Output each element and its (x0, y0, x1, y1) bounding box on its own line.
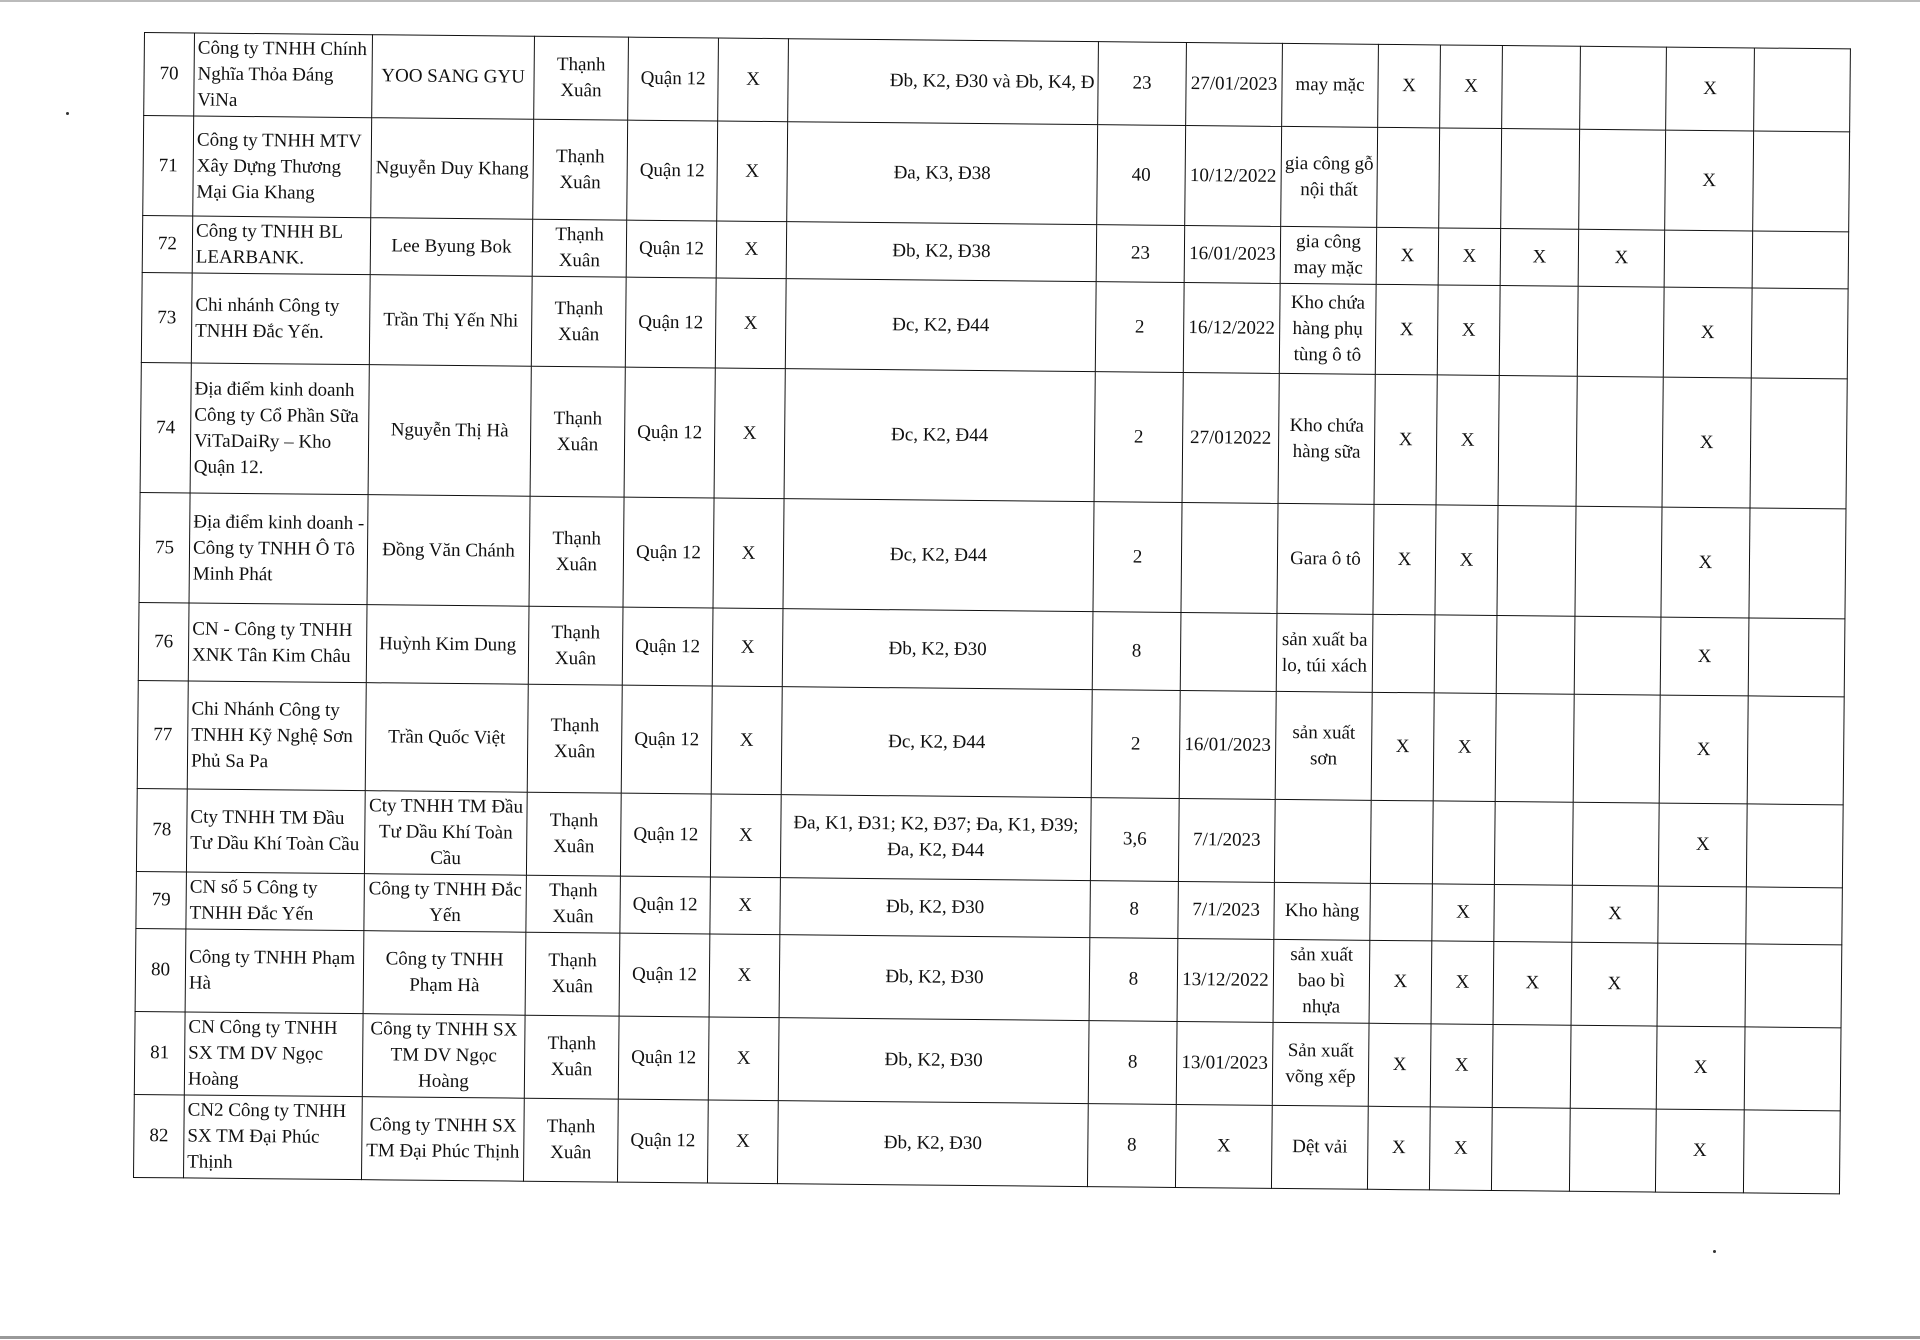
check-2 (1434, 615, 1497, 694)
blank-cell (1743, 1110, 1840, 1194)
representative: Công ty TNHH Đắc Yến (364, 874, 527, 933)
business-name: Chi nhánh Công ty TNHH Đắc Yến. (191, 273, 370, 365)
check-4 (1572, 802, 1659, 886)
check-2: X (1438, 228, 1501, 286)
ward: Thạnh Xuân (533, 119, 628, 220)
business-name: CN số 5 Công ty TNHH Đắc Yến (186, 872, 365, 931)
check-5: X (1663, 287, 1752, 378)
check-3 (1501, 129, 1580, 230)
mark-cell: X (718, 38, 789, 122)
scan-edge-top (0, 0, 1920, 2)
check-5: X (1661, 507, 1750, 618)
check-5 (1658, 886, 1747, 944)
ward: Thạnh Xuân (528, 606, 623, 685)
district: Quận 12 (627, 120, 718, 221)
location: Đc, K2, Đ44 (783, 499, 1094, 612)
row-number: 77 (137, 680, 188, 788)
count: 8 (1087, 1104, 1176, 1188)
business-type: sản xuất bao bì nhựa (1273, 939, 1370, 1023)
scan-speck (66, 112, 69, 115)
representative: Huỳnh Kim Dung (366, 605, 529, 685)
date: 7/1/2023 (1178, 798, 1275, 882)
business-type: Gara ô tô (1277, 503, 1374, 614)
date: 7/1/2023 (1178, 881, 1275, 939)
table-row (141, 272, 1848, 378)
district: Quận 12 (624, 367, 715, 498)
table-row (134, 1094, 1841, 1193)
representative: Trần Quốc Việt (365, 683, 528, 793)
date: 16/01/2023 (1179, 690, 1276, 799)
mark-cell: X (714, 368, 785, 499)
check-4 (1569, 1108, 1656, 1192)
district: Quận 12 (617, 1099, 708, 1183)
ward: Thạnh Xuân (532, 219, 627, 277)
check-3 (1502, 46, 1581, 130)
business-name: Công ty TNHH Chính Nghĩa Thỏa Đáng ViNa (194, 33, 373, 118)
check-3: X (1493, 941, 1572, 1025)
business-type (1274, 799, 1371, 883)
blank-cell (1745, 944, 1842, 1028)
district: Quận 12 (628, 37, 719, 121)
date: 27/012022 (1182, 372, 1279, 503)
check-3 (1494, 802, 1573, 886)
location: Đb, K2, Đ30 (779, 935, 1090, 1021)
check-3 (1497, 506, 1576, 617)
representative: Lee Byung Bok (370, 218, 533, 277)
check-5: X (1666, 47, 1755, 131)
representative: Đồng Văn Chánh (367, 495, 530, 607)
business-name: CN2 Công ty TNHH SX TM Đại Phúc Thịnh (184, 1095, 363, 1180)
check-1 (1377, 127, 1440, 228)
district: Quận 12 (619, 933, 710, 1017)
row-number: 70 (144, 33, 195, 116)
count: 8 (1089, 938, 1178, 1022)
check-1: X (1371, 692, 1434, 801)
check-4 (1573, 694, 1660, 803)
district: Quận 12 (625, 277, 716, 368)
count: 40 (1097, 125, 1186, 226)
district: Quận 12 (620, 876, 711, 934)
business-type: Dệt vải (1271, 1105, 1368, 1189)
business-type: gia công may mặc (1280, 226, 1377, 284)
mark-cell: X (710, 877, 781, 935)
check-1: X (1368, 1023, 1431, 1107)
representative: Công ty TNHH SX TM Đại Phúc Thịnh (361, 1097, 524, 1182)
date (1181, 502, 1278, 613)
district: Quận 12 (618, 1016, 709, 1100)
blank-cell (1752, 231, 1849, 289)
blank-cell (1746, 887, 1843, 945)
mark-cell: X (711, 686, 782, 795)
business-name: Địa điểm kinh doanh Công ty Cổ Phần Sữa ViTaDaiRy – Kho Quận 12. (190, 363, 369, 495)
location: Đb, K2, Đ38 (786, 222, 1097, 282)
check-5: X (1662, 377, 1751, 508)
row-number: 72 (142, 215, 193, 272)
check-1: X (1376, 227, 1439, 285)
check-2 (1432, 801, 1495, 885)
check-2: X (1431, 941, 1494, 1025)
check-2: X (1440, 45, 1503, 129)
location: Đc, K2, Đ44 (784, 369, 1095, 502)
check-3 (1496, 616, 1575, 695)
date: X (1175, 1104, 1272, 1188)
count: 8 (1090, 881, 1179, 939)
business-type: Kho hàng (1274, 882, 1371, 940)
representative: Công ty TNHH SX TM DV Ngọc Hoàng (362, 1014, 525, 1099)
check-1: X (1374, 374, 1437, 505)
check-2: X (1432, 884, 1495, 942)
check-3 (1498, 376, 1577, 507)
district: Quận 12 (622, 607, 713, 686)
check-2: X (1429, 1107, 1492, 1191)
check-3 (1499, 286, 1578, 377)
check-5: X (1655, 1109, 1744, 1193)
location: Đc, K2, Đ44 (781, 687, 1092, 798)
ward: Thạnh Xuân (529, 496, 624, 607)
check-3: X (1500, 229, 1579, 287)
business-type: may mặc (1282, 43, 1379, 127)
check-1: X (1367, 1106, 1430, 1190)
table-row (136, 788, 1843, 887)
date: 16/01/2023 (1184, 225, 1281, 283)
table-row (139, 492, 1846, 618)
check-4: X (1571, 942, 1658, 1026)
blank-cell (1749, 508, 1846, 619)
mark-cell: X (716, 221, 787, 279)
row-number: 76 (138, 602, 189, 680)
representative: Nguyễn Thị Hà (368, 365, 531, 497)
date (1180, 612, 1277, 691)
location: Đb, K2, Đ30 (782, 609, 1093, 690)
representative: Nguyễn Duy Khang (371, 118, 534, 220)
district: Quận 12 (621, 685, 712, 794)
business-name: Địa điểm kinh doanh - Công ty TNHH Ô Tô Minh Phát (189, 493, 368, 605)
check-2: X (1437, 285, 1500, 376)
mark-cell: X (709, 934, 780, 1018)
location: Đb, K2, Đ30 (778, 1018, 1089, 1104)
check-4 (1570, 1025, 1657, 1109)
count: 2 (1094, 372, 1183, 503)
blank-cell (1751, 288, 1848, 379)
check-5: X (1658, 803, 1747, 887)
row-number: 74 (140, 362, 191, 492)
check-5: X (1659, 695, 1748, 804)
count: 2 (1095, 282, 1184, 373)
count: 3,6 (1090, 798, 1179, 882)
date: 13/12/2022 (1177, 938, 1274, 1022)
check-5: X (1656, 1026, 1745, 1110)
blank-cell (1746, 804, 1843, 888)
check-5 (1664, 230, 1753, 288)
check-4 (1576, 376, 1663, 507)
mark-cell: X (710, 794, 781, 878)
count: 2 (1091, 690, 1180, 799)
check-4 (1577, 286, 1664, 377)
ward: Thạnh Xuân (531, 276, 626, 367)
check-4: X (1578, 229, 1665, 287)
check-4 (1579, 129, 1666, 230)
location: Đb, K2, Đ30 và Đb, K4, Đ (788, 39, 1099, 125)
blank-cell (1754, 48, 1851, 132)
date: 10/12/2022 (1185, 126, 1282, 227)
date: 27/01/2023 (1186, 43, 1283, 127)
business-type: Kho chứa hàng sữa (1278, 373, 1375, 504)
row-number: 73 (141, 272, 192, 362)
check-3 (1494, 885, 1573, 943)
count: 23 (1098, 42, 1187, 126)
ward: Thạnh Xuân (526, 875, 621, 933)
mark-cell: X (713, 498, 784, 609)
blank-cell (1748, 618, 1845, 697)
check-1: X (1378, 44, 1441, 128)
check-4 (1580, 46, 1667, 130)
business-name: Công ty TNHH MTV Xây Dựng Thương Mại Gia Khang (193, 116, 372, 218)
mark-cell: X (707, 1100, 778, 1184)
check-1: X (1375, 284, 1438, 375)
table-row (137, 680, 1844, 804)
ward: Thạnh Xuân (523, 1098, 618, 1182)
business-register-table (133, 32, 1851, 1194)
row-number: 81 (134, 1011, 185, 1094)
row-number: 71 (143, 116, 194, 216)
representative: YOO SANG GYU (372, 35, 535, 120)
check-5: X (1660, 617, 1749, 696)
mark-cell: X (708, 1017, 779, 1101)
business-type: Kho chứa hàng phụ tùng ô tô (1279, 283, 1376, 374)
register-rows (134, 33, 1851, 1194)
check-2: X (1430, 1024, 1493, 1108)
check-1: X (1373, 504, 1436, 615)
check-2: X (1433, 693, 1496, 802)
mark-cell: X (715, 278, 786, 369)
table-row (140, 362, 1847, 508)
mark-cell: X (712, 608, 783, 687)
blank-cell (1753, 131, 1850, 232)
representative: Công ty TNHH Phạm Hà (363, 931, 526, 1016)
ward: Thạnh Xuân (530, 366, 625, 497)
row-number: 82 (134, 1094, 185, 1177)
district: Quận 12 (620, 793, 711, 877)
ward: Thạnh Xuân (525, 932, 620, 1016)
location: Đa, K1, Đ31; K2, Đ37; Đa, K1, Đ39; Đa, K2, Đ44 (780, 795, 1091, 881)
check-1 (1370, 800, 1433, 884)
row-number: 75 (139, 492, 190, 602)
check-1 (1370, 883, 1433, 941)
business-type: sản xuất ba lo, túi xách (1276, 613, 1373, 692)
row-number: 80 (135, 928, 186, 1011)
check-3 (1495, 694, 1574, 803)
row-number: 78 (136, 788, 187, 871)
business-type: gia công gỗ nội thất (1281, 126, 1378, 227)
check-5 (1657, 943, 1746, 1027)
scan-edge-bottom (0, 1336, 1920, 1339)
blank-cell (1747, 696, 1844, 805)
business-name: Chi Nhánh Công ty TNHH Kỹ Nghệ Sơn Phủ Sa Pa (187, 681, 366, 791)
check-2: X (1436, 375, 1499, 506)
representative: Trần Thị Yến Nhi (369, 275, 532, 367)
ward: Thạnh Xuân (534, 36, 629, 120)
ward: Thạnh Xuân (524, 1015, 619, 1099)
check-5: X (1665, 130, 1754, 231)
check-1 (1372, 614, 1435, 693)
district: Quận 12 (626, 220, 717, 278)
check-1: X (1369, 940, 1432, 1024)
blank-cell (1750, 378, 1847, 509)
business-type: sản xuất sơn (1275, 691, 1372, 800)
business-name: Công ty TNHH BL LEARBANK. (192, 216, 371, 275)
business-name: CN Công ty TNHH SX TM DV Ngọc Hoàng (184, 1012, 363, 1097)
check-3 (1492, 1024, 1571, 1108)
table-row (143, 116, 1850, 232)
location: Đb, K2, Đ30 (777, 1101, 1088, 1187)
check-4: X (1572, 885, 1659, 943)
count: 23 (1096, 225, 1185, 283)
check-4 (1575, 506, 1662, 617)
ward: Thạnh Xuân (526, 792, 621, 876)
check-3 (1491, 1107, 1570, 1191)
business-name: CN - Công ty TNHH XNK Tân Kim Châu (188, 603, 367, 683)
check-2 (1439, 128, 1502, 229)
count: 8 (1088, 1021, 1177, 1105)
scan-speck (1713, 1250, 1716, 1253)
business-name: Công ty TNHH Phạm Hà (185, 929, 364, 1014)
check-4 (1574, 616, 1661, 695)
count: 2 (1093, 502, 1182, 613)
ward: Thạnh Xuân (527, 684, 622, 793)
mark-cell: X (717, 121, 788, 222)
location: Đb, K2, Đ30 (780, 878, 1091, 938)
district: Quận 12 (623, 497, 714, 608)
blank-cell (1744, 1027, 1841, 1111)
date: 13/01/2023 (1176, 1021, 1273, 1105)
business-type: Sản xuất võng xếp (1272, 1022, 1369, 1106)
date: 16/12/2022 (1183, 282, 1280, 373)
location: Đa, K3, Đ38 (787, 122, 1098, 225)
representative: Cty TNHH TM Đầu Tư Dầu Khí Toàn Cầu (364, 791, 527, 876)
check-2: X (1435, 505, 1498, 616)
count: 8 (1092, 612, 1181, 691)
row-number: 79 (136, 871, 187, 928)
location: Đc, K2, Đ44 (785, 279, 1096, 372)
business-name: Cty TNHH TM Đầu Tư Dầu Khí Toàn Cầu (186, 789, 365, 874)
